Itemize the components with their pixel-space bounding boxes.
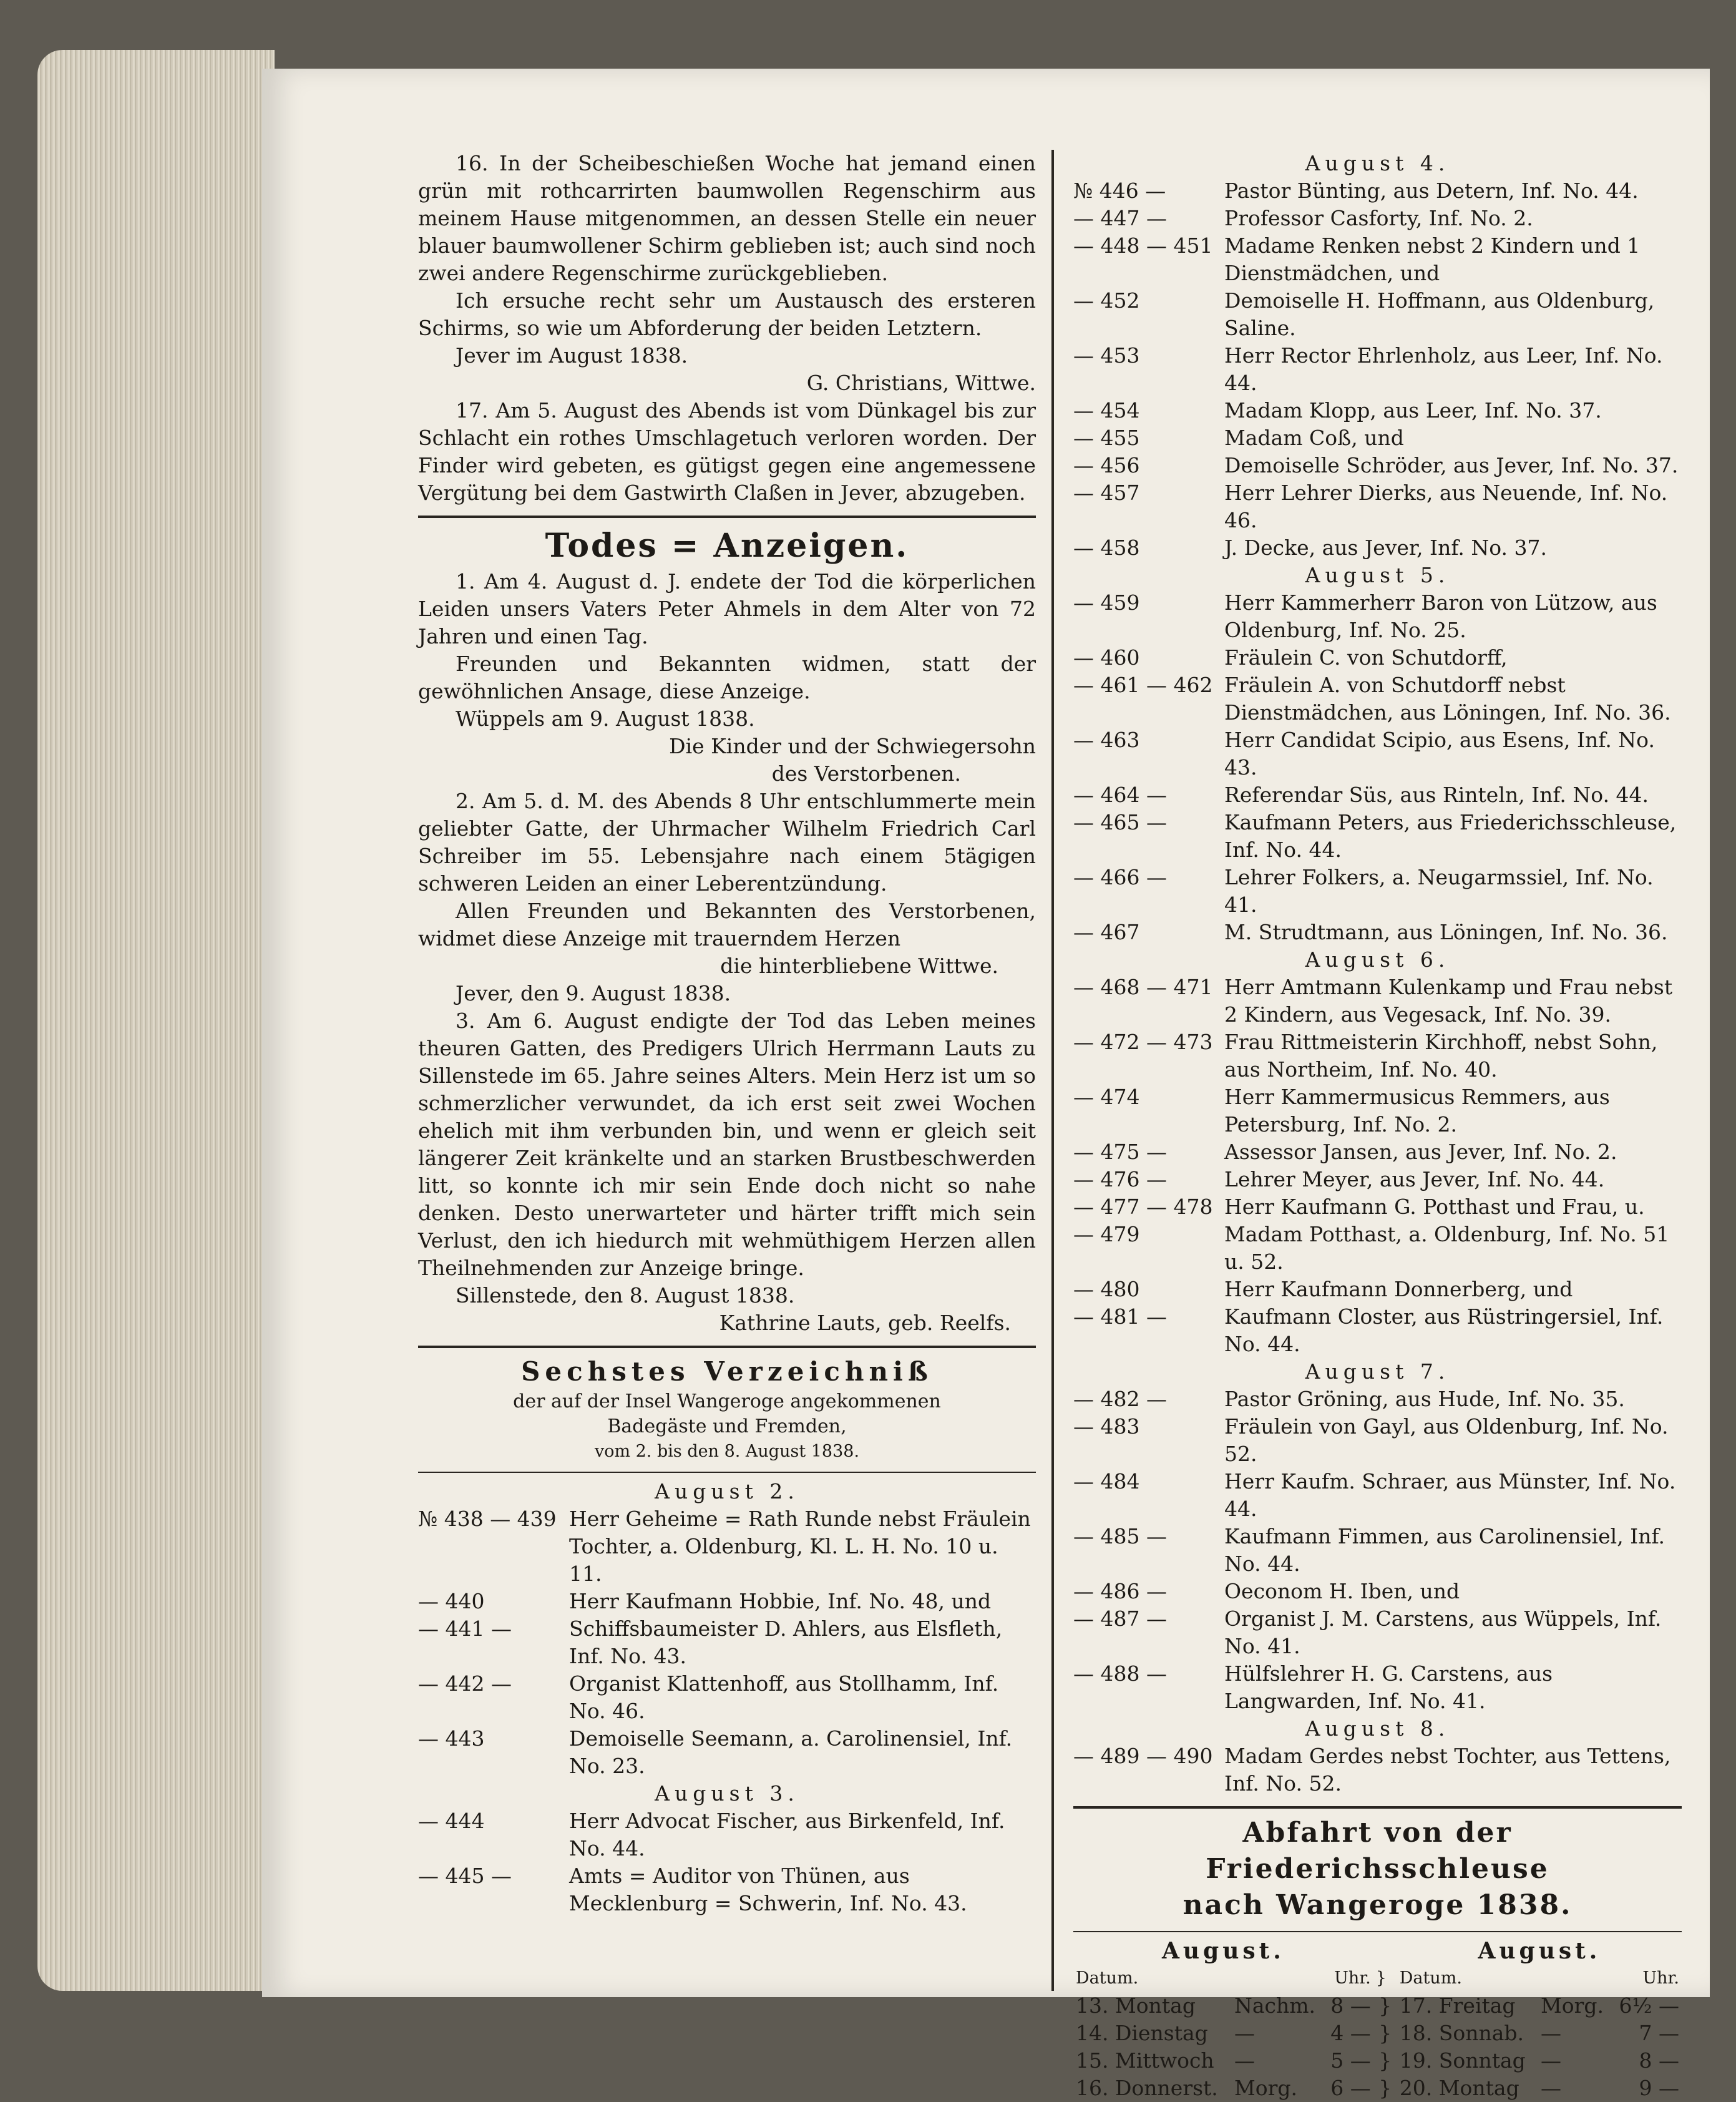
visitor-entry xyxy=(1073,232,1682,287)
visitor-entry xyxy=(1073,452,1682,479)
schedule-hour-left: 4 — xyxy=(1330,2021,1371,2045)
death-notice-1 xyxy=(418,568,1036,788)
visitor-entry-number: — 443 xyxy=(418,1726,485,1751)
visitor-list-heading: Sechstes Verzeichniß xyxy=(521,1356,933,1387)
visitor-entry-number: — 457 xyxy=(1073,481,1140,505)
visitor-entry-text: Organist Klattenhoff, aus Stollhamm, Inf. No. 46. xyxy=(569,1671,999,1723)
visitor-entry xyxy=(418,1505,1036,1588)
visitor-entry xyxy=(1073,1166,1682,1193)
schedule-date-header-right: Datum. xyxy=(1399,1968,1462,1988)
visitor-entry-text: Kaufmann Closter, aus Rüstringersiel, Inf. No. 44. xyxy=(1224,1304,1664,1356)
visitor-entry-text: Fräulein A. von Schutdorff nebst Dienstmädchen, aus Löningen, Inf. No. 36. xyxy=(1224,673,1671,725)
visitor-entry-number: — 441 — xyxy=(418,1616,512,1641)
visitor-entry xyxy=(1073,1523,1682,1578)
schedule-time-header-right: Uhr. xyxy=(1642,1968,1679,1988)
visitor-entry-number: — 464 — xyxy=(1073,783,1167,807)
visitor-entry-number: — 476 — xyxy=(1073,1167,1167,1191)
visitor-entry-text: Demoiselle Seemann, a. Carolinensiel, Inf. No. 23. xyxy=(569,1726,1013,1778)
visitor-entry-number: — 461 — 462 xyxy=(1073,673,1213,697)
visitor-entry-number: — 466 — xyxy=(1073,865,1167,889)
visitor-entry-text: Herr Kaufmann Hobbie, Inf. No. 48, und xyxy=(569,1589,992,1613)
visitor-entry xyxy=(1073,1138,1682,1166)
visitor-entry-text: Herr Kammerherr Baron von Lützow, aus Oldenburg, Inf. No. 25. xyxy=(1224,590,1657,642)
visitor-entry xyxy=(1073,864,1682,919)
schedule-hour-right: 9 — xyxy=(1639,2076,1679,2100)
schedule-day-left: 16. Donnerst. xyxy=(1076,2076,1218,2100)
death-notice-3-text: 3. Am 6. August endigte der Tod das Leben meines theuren Gatten, des Predigers Ulrich Herrmann Lauts zu Sillenstede im 65. Jahre seines Alters. Mein Herz ist um so schmerzlicher verwundet, da ich erst seit zwei Wochen ehelich mit ihm verbunden bin, und wenn er gleich seit längerer Zeit kränkelte und an starken Brustbeschwerden litt, so konnte ich mir sein Ende doch nicht so nahe denken. Desto unerwarteter und härter trifft mich sein Verlust, den ich hiedurch mit wehmüthigem Herzen allen Theilnehmenden zur Anzeige bringe. xyxy=(418,1009,1036,1280)
visitor-entry-number: — 477 — 478 xyxy=(1073,1195,1213,1219)
visitor-entry xyxy=(418,1725,1036,1780)
schedule-row xyxy=(1073,2020,1682,2047)
death-notice-2-text: 2. Am 5. d. M. des Abends 8 Uhr entschlummerte mein geliebter Gatte, der Uhrmacher Wilhelm Friedrich Carl Schreiber im 55. Lebensjahre nach einem 5tägigen schweren Leiden an einer Leberentzündung. xyxy=(418,789,1036,896)
visitor-entry-number: № 438 — 439 xyxy=(418,1507,557,1531)
visitor-list-aug-7 xyxy=(1073,1386,1682,1715)
visitor-entry-text: Herr Amtmann Kulenkamp und Frau nebst 2 Kindern, aus Vegesack, Inf. No. 39. xyxy=(1224,975,1673,1027)
visitor-entry-number: — 487 — xyxy=(1073,1606,1167,1631)
schedule-date-header-left: Datum. xyxy=(1076,1968,1139,1988)
visitor-entry-text: Organist J. M. Carstens, aus Wüppels, Inf. No. 41. xyxy=(1224,1606,1662,1658)
visitor-entry xyxy=(418,1615,1036,1670)
visitor-entry-text: Frau Rittmeisterin Kirchhoff, nebst Sohn, aus Northeim, Inf. No. 40. xyxy=(1224,1030,1658,1082)
date-heading-aug-4: August 4. xyxy=(1305,151,1450,175)
visitor-entry xyxy=(1073,1468,1682,1523)
schedule-brace: } xyxy=(1378,1993,1392,2018)
visitor-entry-text: M. Strudtmann, aus Löningen, Inf. No. 36. xyxy=(1224,920,1668,944)
death-notice-3-place: Sillenstede, den 8. August 1838. xyxy=(456,1283,795,1308)
notice-16-signature: G. Christians, Wittwe. xyxy=(806,371,1036,395)
visitor-entry-text: Schiffsbaumeister D. Ahlers, aus Elsfleth, Inf. No. 43. xyxy=(569,1616,1003,1668)
death-notice-2-dedication: Allen Freunden und Bekannten des Verstorbenen, widmet diese Anzeige mit trauerndem Herzen xyxy=(418,899,1036,951)
visitor-entry xyxy=(1073,1193,1682,1221)
visitor-entry-text: Herr Lehrer Dierks, aus Neuende, Inf. No. 46. xyxy=(1224,481,1668,532)
visitor-entry-text: Lehrer Meyer, aus Jever, Inf. No. 44. xyxy=(1224,1167,1605,1191)
visitor-entry xyxy=(1073,205,1682,232)
visitor-list-aug-6 xyxy=(1073,974,1682,1358)
schedule-day-right: 20. Montag xyxy=(1399,2076,1519,2100)
visitor-entry-text: Madam Potthast, a. Oldenburg, Inf. No. 51 u. 52. xyxy=(1224,1222,1670,1274)
visitor-list-subtitle-1: der auf der Insel Wangeroge angekommenen xyxy=(513,1391,941,1412)
visitor-entry-text: Kaufmann Peters, aus Friederichsschleuse, Inf. No. 44. xyxy=(1224,810,1677,862)
visitor-entry-text: Herr Rector Ehrlenholz, aus Leer, Inf. No. 44. xyxy=(1224,343,1663,395)
visitor-entry-text: Referendar Süs, aus Rinteln, Inf. No. 44. xyxy=(1224,783,1649,807)
visitor-entry xyxy=(1073,1276,1682,1303)
visitor-entry-text: Herr Geheime = Rath Runde nebst Fräulein Tochter, a. Oldenburg, Kl. L. H. No. 10 u. 11. xyxy=(569,1507,1031,1586)
visitor-entry-number: — 442 — xyxy=(418,1671,512,1696)
schedule-hour-left: 6 — xyxy=(1330,2076,1371,2100)
visitor-entry-number: — 467 xyxy=(1073,920,1140,944)
schedule-hour-right: 7 — xyxy=(1639,2021,1679,2045)
visitor-entry-number: — 480 xyxy=(1073,1277,1140,1301)
visitor-entry-text: Lehrer Folkers, a. Neugarmssiel, Inf. No. 41. xyxy=(1224,865,1654,917)
schedule-day-left: 15. Mittwoch xyxy=(1076,2048,1214,2073)
visitor-entry xyxy=(1073,1083,1682,1138)
visitor-entry-text: Madam Coß, und xyxy=(1224,426,1404,450)
schedule-period-left: — xyxy=(1234,2021,1255,2045)
schedule-hour-right: 6½ — xyxy=(1619,1993,1679,2018)
visitor-entry-number: — 479 xyxy=(1073,1222,1140,1246)
date-heading-aug-5: August 5. xyxy=(1305,563,1450,587)
visitor-entry-number: — 481 — xyxy=(1073,1304,1167,1329)
ferry-schedule-table xyxy=(1073,1937,1682,2102)
schedule-time-header-left: Uhr. xyxy=(1334,1968,1371,1988)
schedule-day-left: 14. Dienstag xyxy=(1076,2021,1208,2045)
visitor-entry-number: — 483 xyxy=(1073,1414,1140,1439)
visitor-entry-number: — 474 xyxy=(1073,1085,1140,1109)
schedule-day-right: 17. Freitag xyxy=(1399,1993,1516,2018)
schedule-day-right: 18. Sonnab. xyxy=(1399,2021,1524,2045)
schedule-period-right: — xyxy=(1540,2021,1561,2045)
visitor-entry-number: — 447 — xyxy=(1073,206,1167,230)
visitor-list-aug-5 xyxy=(1073,589,1682,946)
right-column xyxy=(1073,150,1682,2102)
column-divider xyxy=(1051,150,1054,1991)
visitor-entry-text: Pastor Gröning, aus Hude, Inf. No. 35. xyxy=(1224,1387,1625,1411)
schedule-brace: } xyxy=(1378,2048,1392,2073)
schedule-brace xyxy=(1373,1937,1397,1965)
visitor-entry-number: — 445 — xyxy=(418,1864,512,1888)
visitor-entry-number: — 455 xyxy=(1073,426,1140,450)
visitor-entry-text: J. Decke, aus Jever, Inf. No. 37. xyxy=(1224,535,1547,560)
visitor-entry xyxy=(1073,1605,1682,1660)
visitor-entry-number: — 440 xyxy=(418,1589,485,1613)
visitor-entry xyxy=(1073,1303,1682,1358)
newspaper-page xyxy=(262,69,1710,2100)
visitor-entry xyxy=(418,1588,1036,1615)
schedule-row xyxy=(1073,1992,1682,2020)
visitor-entry xyxy=(1073,644,1682,672)
visitor-entry-number: — 454 xyxy=(1073,398,1140,423)
visitor-entry-number: — 489 — 490 xyxy=(1073,1744,1213,1768)
visitor-entry-text: Herr Kaufmann G. Potthast und Frau, u. xyxy=(1224,1195,1645,1219)
visitor-entry-text: Assessor Jansen, aus Jever, Inf. No. 2. xyxy=(1224,1140,1617,1164)
visitor-entry-text: Amts = Auditor von Thünen, aus Mecklenburg = Schwerin, Inf. No. 43. xyxy=(569,1864,967,1915)
visitor-entry xyxy=(1073,919,1682,946)
ferry-schedule-heading-2: nach Wangeroge 1838. xyxy=(1183,1889,1573,1921)
visitor-entry-text: Fräulein C. von Schutdorff, xyxy=(1224,645,1508,670)
visitor-entry-number: — 465 — xyxy=(1073,810,1167,834)
death-notice-3-signature: Kathrine Lauts, geb. Reelfs. xyxy=(719,1311,1011,1335)
death-notice-2-signature: die hinterbliebene Wittwe. xyxy=(720,954,998,978)
visitor-entry xyxy=(418,1862,1036,1917)
visitor-entry-number: — 485 — xyxy=(1073,1524,1167,1548)
visitor-entry-text: Pastor Bünting, aus Detern, Inf. No. 44. xyxy=(1224,178,1639,203)
notice-16-place: Jever im August 1838. xyxy=(456,343,688,368)
date-heading-aug-7: August 7. xyxy=(1305,1359,1450,1384)
visitor-entry-text: Kaufmann Fimmen, aus Carolinensiel, Inf. No. 44. xyxy=(1224,1524,1665,1576)
visitor-entry-number: — 488 — xyxy=(1073,1661,1167,1686)
visitor-entry xyxy=(1073,479,1682,534)
visitor-entry xyxy=(1073,534,1682,562)
visitor-entry xyxy=(1073,177,1682,205)
visitor-entry-number: — 460 xyxy=(1073,645,1140,670)
death-notice-1-signature-2: des Verstorbenen. xyxy=(771,761,961,786)
visitor-entry-number: — 444 xyxy=(418,1809,485,1833)
visitor-entry-text: Demoiselle Schröder, aus Jever, Inf. No. 37. xyxy=(1224,453,1679,477)
visitor-list-aug-3 xyxy=(418,1807,1036,1917)
section-rule xyxy=(1073,1806,1682,1809)
visitor-entry-number: — 463 xyxy=(1073,728,1140,752)
visitor-entry xyxy=(1073,1029,1682,1083)
schedule-row xyxy=(1073,2047,1682,2075)
visitor-entry xyxy=(1073,974,1682,1029)
visitor-entry-text: Fräulein von Gayl, aus Oldenburg, Inf. No. 52. xyxy=(1224,1414,1669,1466)
visitor-entry xyxy=(1073,781,1682,809)
section-rule xyxy=(418,1472,1036,1473)
visitor-entry-text: Madam Klopp, aus Leer, Inf. No. 37. xyxy=(1224,398,1602,423)
schedule-period-left: Morg. xyxy=(1234,2076,1298,2100)
visitor-entry xyxy=(1073,1221,1682,1276)
visitor-entry-text: Hülfslehrer H. G. Carstens, aus Langwarden, Inf. No. 41. xyxy=(1224,1661,1553,1713)
schedule-hour-left: 5 — xyxy=(1330,2048,1371,2073)
death-notice-1-signature: Die Kinder und der Schwiegersohn xyxy=(669,734,1036,758)
visitor-entry xyxy=(1073,424,1682,452)
visitor-entry-number: — 482 — xyxy=(1073,1387,1167,1411)
visitor-list-aug-2 xyxy=(418,1505,1036,1780)
visitor-entry xyxy=(1073,1660,1682,1715)
schedule-brace: } xyxy=(1378,2076,1392,2100)
visitor-entry-number: — 468 — 471 xyxy=(1073,975,1213,999)
visitor-entry-number: — 486 — xyxy=(1073,1579,1167,1603)
visitor-entry xyxy=(1073,287,1682,342)
visitor-entry xyxy=(1073,1413,1682,1468)
schedule-hour-left: 8 — xyxy=(1330,1993,1371,2018)
visitor-list-subtitle-2: Badegäste und Fremden, xyxy=(607,1415,847,1437)
death-notice-2 xyxy=(418,788,1036,1007)
schedule-rows xyxy=(1073,1992,1682,2102)
book-page-edges xyxy=(37,50,275,1991)
death-notices-heading: Todes = Anzeigen. xyxy=(545,527,909,565)
visitor-entry-number: — 458 xyxy=(1073,535,1140,560)
visitor-entry-text: Herr Candidat Scipio, aus Esens, Inf. No. 43. xyxy=(1224,728,1655,780)
notice-16-request: Ich ersuche recht sehr um Austausch des ersteren Schirms, so wie um Abforderung der beiden Letztern. xyxy=(418,288,1036,340)
visitor-entry-text: Herr Advocat Fischer, aus Birkenfeld, Inf. No. 44. xyxy=(569,1809,1005,1860)
visitor-entry xyxy=(1073,1743,1682,1797)
visitor-entry-text: Herr Kaufm. Schraer, aus Münster, Inf. No. 44. xyxy=(1224,1469,1676,1521)
visitor-list-aug-8 xyxy=(1073,1743,1682,1797)
visitor-entry-number: — 484 xyxy=(1073,1469,1140,1493)
visitor-entry-text: Herr Kaufmann Donnerberg, und xyxy=(1224,1277,1573,1301)
visitor-entry xyxy=(418,1807,1036,1862)
schedule-period-right: Morg. xyxy=(1540,1993,1604,2018)
death-notice-2-place: Jever, den 9. August 1838. xyxy=(456,981,731,1005)
visitor-entry-text: Professor Casforty, Inf. No. 2. xyxy=(1224,206,1533,230)
visitor-entry xyxy=(1073,589,1682,644)
date-heading-aug-8: August 8. xyxy=(1305,1716,1450,1741)
section-rule xyxy=(418,1346,1036,1348)
death-notice-3 xyxy=(418,1007,1036,1337)
visitor-entry-text: Herr Kammermusicus Remmers, aus Petersburg, Inf. No. 2. xyxy=(1224,1085,1610,1137)
schedule-period-left: — xyxy=(1234,2048,1255,2073)
schedule-period-left: Nachm. xyxy=(1234,1993,1316,2018)
schedule-hour-right: 8 — xyxy=(1639,2048,1679,2073)
date-heading-aug-3: August 3. xyxy=(655,1781,799,1806)
visitor-entry xyxy=(1073,726,1682,781)
visitor-entry xyxy=(1073,809,1682,864)
notice-17: 17. Am 5. August des Abends ist vom Dünkagel bis zur Schlacht ein rothes Umschlagetuch verloren worden. Der Finder wird gebeten, es gütigst gegen eine angemessene Vergütung bei dem Gastwirth Claßen in Jever, abzugeben. xyxy=(418,398,1036,505)
visitor-entry-text: Madam Gerdes nebst Tochter, aus Tettens, Inf. No. 52. xyxy=(1224,1744,1671,1796)
left-column xyxy=(418,150,1036,1917)
schedule-day-right: 19. Sonntag xyxy=(1399,2048,1526,2073)
notice-16 xyxy=(418,150,1036,397)
schedule-period-right: — xyxy=(1540,2048,1561,2073)
visitor-entry-number: — 459 xyxy=(1073,590,1140,615)
ferry-schedule-heading: Abfahrt von der Friederichsschleuse xyxy=(1206,1817,1549,1885)
date-heading-aug-6: August 6. xyxy=(1305,947,1450,972)
visitor-entry xyxy=(1073,1386,1682,1413)
date-heading-aug-2: August 2. xyxy=(655,1479,799,1503)
death-notice-1-dedication: Freunden und Bekannten widmen, statt der gewöhnlichen Ansage, diese Anzeige. xyxy=(418,652,1036,703)
visitor-entry-number: № 446 — xyxy=(1073,178,1166,203)
visitor-entry xyxy=(1073,342,1682,397)
visitor-entry-number: — 452 xyxy=(1073,288,1140,313)
section-rule xyxy=(1073,1931,1682,1932)
schedule-period-right: — xyxy=(1540,2076,1561,2100)
schedule-day-left: 13. Montag xyxy=(1076,1993,1196,2018)
visitor-entry xyxy=(1073,397,1682,424)
visitor-entry xyxy=(1073,672,1682,726)
schedule-month-right: August. xyxy=(1478,1938,1601,1964)
death-notice-1-text: 1. Am 4. August d. J. endete der Tod die körperlichen Leiden unsers Vaters Peter Ahmels in dem Alter von 72 Jahren und einen Tag. xyxy=(418,569,1036,648)
visitor-entry-text: Demoiselle H. Hoffmann, aus Oldenburg, Saline. xyxy=(1224,288,1655,340)
visitor-entry xyxy=(418,1670,1036,1725)
visitor-entry-number: — 453 xyxy=(1073,343,1140,368)
death-notice-1-place: Wüppels am 9. August 1838. xyxy=(456,706,755,731)
visitor-entry-number: — 475 — xyxy=(1073,1140,1167,1164)
visitor-list-date-range: vom 2. bis den 8. August 1838. xyxy=(594,1442,860,1461)
schedule-month-left: August. xyxy=(1161,1938,1285,1964)
visitor-entry-number: — 448 — 451 xyxy=(1073,233,1213,258)
visitor-list-aug-4 xyxy=(1073,177,1682,562)
visitor-entry-number: — 456 xyxy=(1073,453,1140,477)
notice-16-text: 16. In der Scheibeschießen Woche hat jemand einen grün mit rothcarrirten baumwollen Regenschirm aus meinem Hause mitgenommen, an dessen Stelle ein neuer blauer baumwollener Schirm geblieben ist; auch sind noch zwei andere Regenschirme zurückgeblieben. xyxy=(418,151,1036,285)
visitor-entry xyxy=(1073,1578,1682,1605)
visitor-entry-text: Oeconom H. Iben, und xyxy=(1224,1579,1460,1603)
schedule-brace: } xyxy=(1378,2021,1392,2045)
visitor-entry-text: Madame Renken nebst 2 Kindern und 1 Dienstmädchen, und xyxy=(1224,233,1641,285)
section-rule xyxy=(418,516,1036,518)
schedule-row xyxy=(1073,2075,1682,2102)
schedule-brace: } xyxy=(1375,1968,1387,1988)
visitor-entry-number: — 472 — 473 xyxy=(1073,1030,1213,1054)
